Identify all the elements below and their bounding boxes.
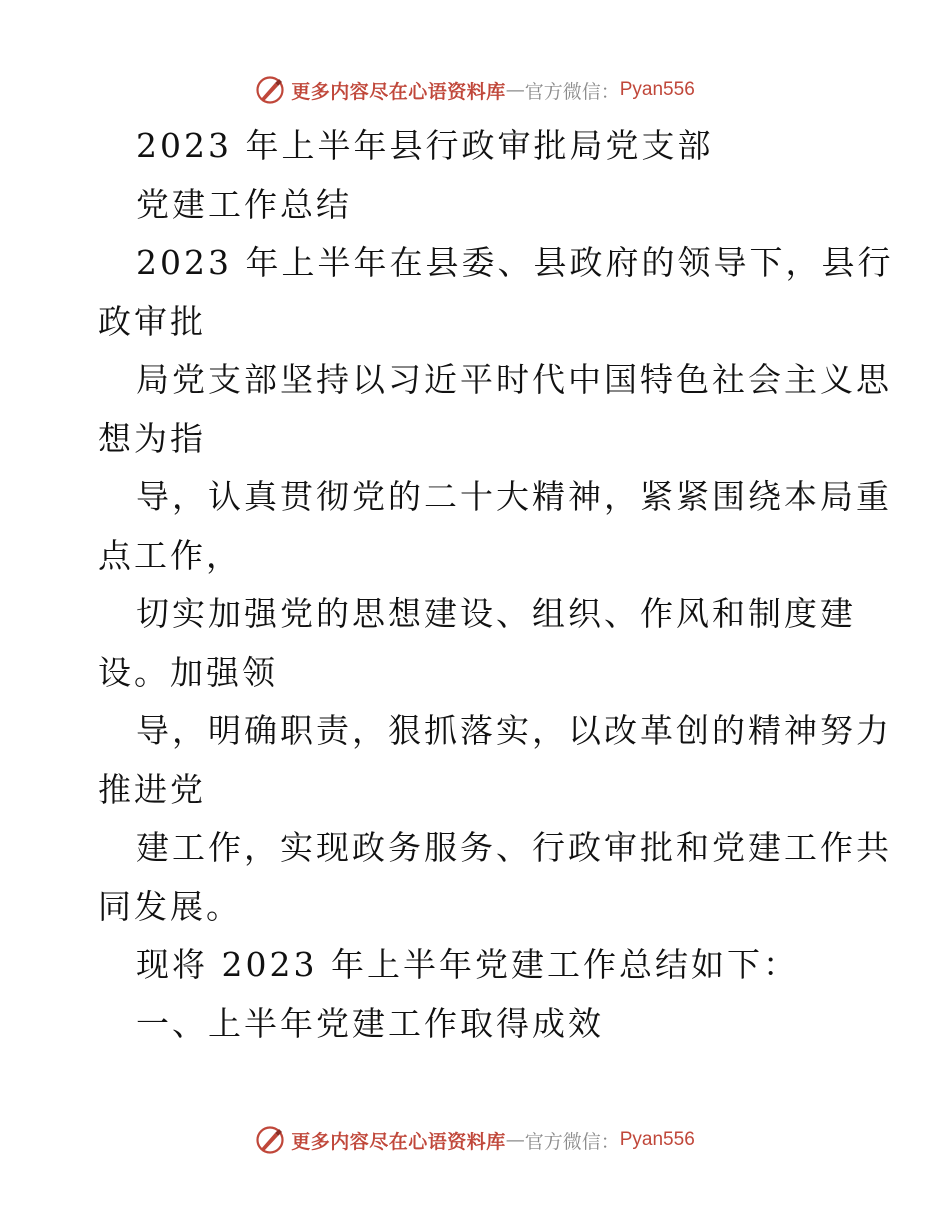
doc-title-line-1: 2023 年上半年县行政审批局党支部	[136, 126, 714, 165]
paragraph-line: 现将 2023 年上半年党建工作总结如下：	[136, 945, 799, 984]
header-watermark	[0, 72, 950, 108]
paragraph-line: 导，认真贯彻党的二十大精神，紧紧围绕本局重	[136, 477, 892, 516]
watermark-text: 更多内容尽在心语资料库	[291, 80, 506, 103]
watermark-label: 官方微信：	[524, 1130, 620, 1153]
paragraph-line: 切实加强党的思想建设、组织、作风和制度建	[136, 594, 856, 633]
watermark-dash: —	[505, 1129, 525, 1151]
paragraph-line: 同发展。	[98, 886, 242, 926]
paragraph-line: 推进党	[98, 769, 206, 809]
watermark-dash: —	[505, 79, 525, 101]
pen-circle-logo-icon	[255, 1125, 285, 1155]
paragraph-line: 2023 年上半年在县委、县政府的领导下，县行	[136, 243, 894, 282]
paragraph-line: 想为指	[98, 418, 206, 458]
paragraph-line: 建工作，实现政务服务、行政审批和党建工作共	[136, 828, 892, 867]
section-heading: 一、上半年党建工作取得成效	[136, 1003, 604, 1043]
watermark-label: 官方微信：	[524, 80, 620, 103]
pen-circle-logo-icon	[255, 75, 285, 105]
footer-watermark	[0, 1122, 950, 1158]
paragraph-line: 政审批	[98, 301, 206, 341]
paragraph-line: 导，明确职责，狠抓落实，以改革创的精神努力	[136, 711, 892, 750]
paragraph-line: 点工作，	[98, 535, 242, 575]
watermark-text: 更多内容尽在心语资料库	[291, 1130, 506, 1153]
paragraph-line: 局党支部坚持以习近平时代中国特色社会主义思	[136, 360, 892, 399]
document-body	[98, 117, 894, 1053]
watermark-account: Pyan556	[619, 1129, 695, 1150]
paragraph-line: 设。加强领	[98, 652, 278, 692]
doc-title-line-2: 党建工作总结	[136, 184, 352, 224]
watermark-account: Pyan556	[619, 79, 695, 100]
